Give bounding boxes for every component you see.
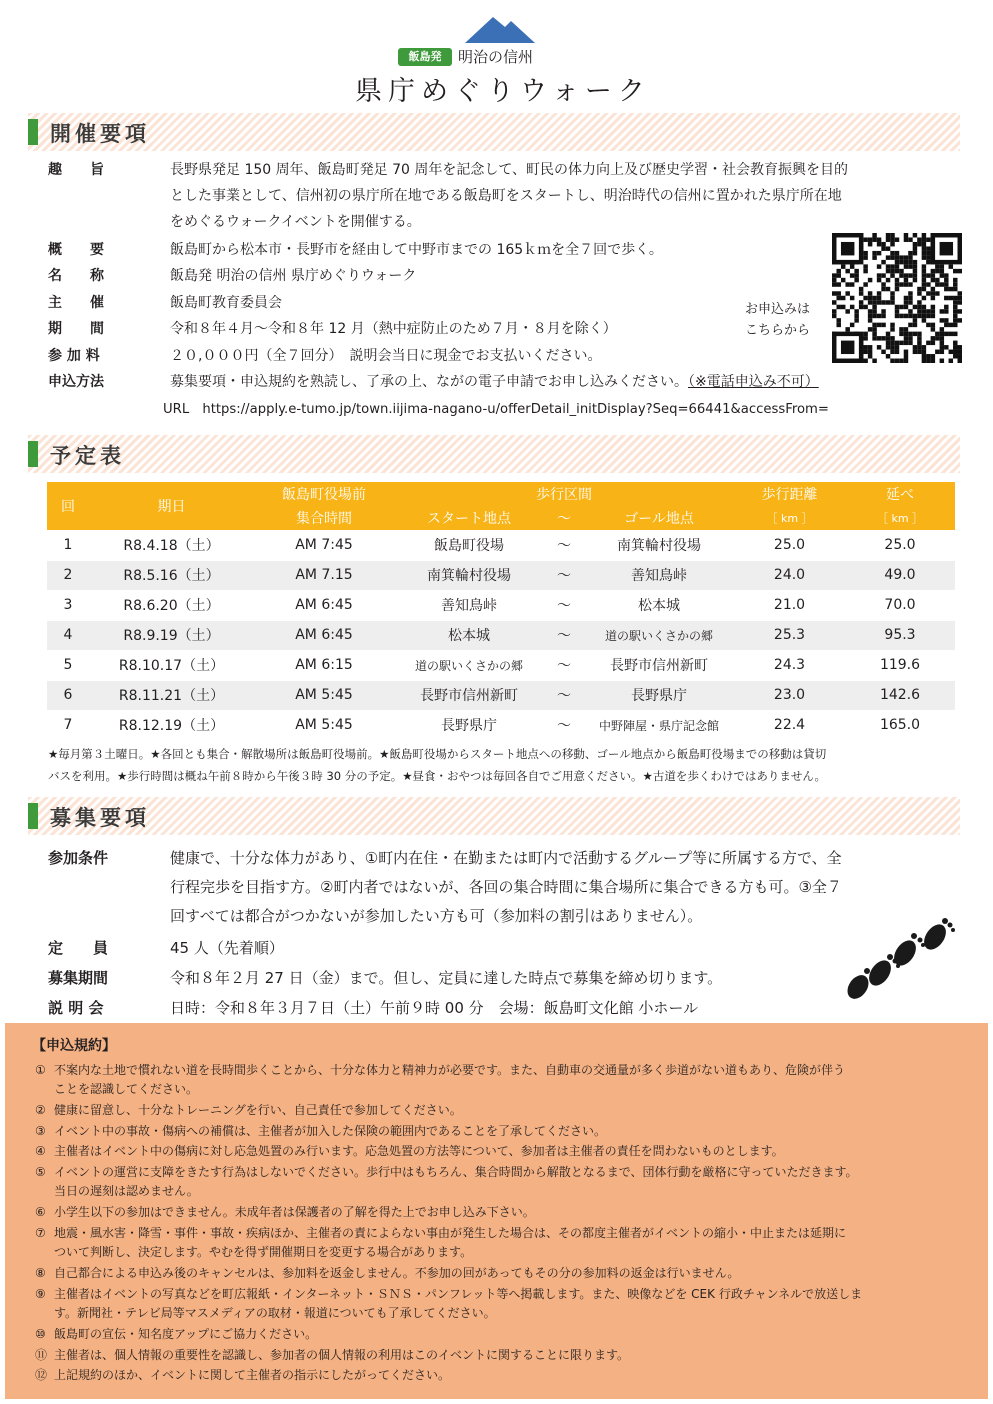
footprints-icon: [840, 915, 960, 1000]
cell-start: 南箕輪村役場: [394, 560, 544, 590]
cell-tilde: ～: [544, 590, 584, 620]
cell-distance: 24.0: [734, 560, 845, 590]
cell-total: 49.0: [845, 560, 955, 590]
cell-goal: 松本城: [584, 590, 734, 620]
purpose-label: 趣 旨: [48, 162, 104, 178]
terms-item-text: [54, 1346, 974, 1365]
terms-item-text: [54, 1325, 974, 1344]
col-distance: 歩行距離: [734, 482, 845, 506]
col-date: 期日: [89, 482, 254, 530]
purpose-line: をめぐるウォークイベントを開催する。: [170, 214, 421, 230]
cell-date: R8.6.20（土）: [89, 590, 254, 620]
cell-tilde: ～: [544, 530, 584, 560]
cell-tilde: ～: [544, 560, 584, 590]
cell-date: R8.12.19（土）: [89, 710, 254, 740]
cell-tilde: ～: [544, 650, 584, 680]
cell-tilde: ～: [544, 620, 584, 650]
col-tilde: ～: [544, 506, 584, 530]
cell-start: 飯島町役場: [394, 530, 544, 560]
apply-label: 申込方法: [48, 374, 104, 390]
period-label: 期 間: [48, 321, 104, 337]
purpose-line: とした事業として、信州初の県庁所在地である飯島町をスタートし、明治時代の信州に置かれた県庁所在地: [170, 188, 842, 204]
cell-date: R8.4.18（土）: [89, 530, 254, 560]
purpose-line: 長野県発足 150 周年、飯島町発足 70 周年を記念して、町民の体力向上及び歴史学習・社会教育振興を目的: [170, 162, 849, 178]
url-label: URL: [163, 402, 190, 417]
qr-caption-line: お申込みは: [745, 302, 811, 317]
cell-goal: 長野市信州新町: [584, 650, 734, 680]
cell-time: AM 6:15: [254, 650, 394, 680]
terms-item-number: ②: [35, 1103, 46, 1118]
cell-no: 2: [47, 560, 89, 590]
terms-item-text: [54, 1101, 974, 1120]
terms-item-number: ⑥: [35, 1205, 46, 1220]
page-title: 県庁めぐりウォーク: [355, 76, 651, 107]
cell-start: 道の駅いくさかの郷: [394, 650, 544, 680]
briefing-label: 説 明 会: [48, 999, 104, 1017]
terms-line: す。新聞社・テレビ局等マスメディアの取材・報道についても了承してください。: [54, 1305, 496, 1320]
terms-box: [5, 1023, 988, 1399]
host-text: 飯島町教育委員会: [170, 295, 282, 311]
section-title: 予定表: [50, 444, 125, 468]
capacity-label: 定 員: [48, 939, 109, 957]
col-total: 延べ: [845, 482, 955, 506]
col-goal: ゴール地点: [584, 506, 734, 530]
col-no: 回: [47, 482, 89, 530]
cell-total: 142.6: [845, 680, 955, 710]
terms-item-number: ③: [35, 1123, 46, 1138]
purpose-text: [170, 157, 960, 235]
period-text: 令和８年４月～令和８年 12 月（熱中症防止のため７月・８月を除く）: [170, 321, 617, 337]
col-section: 歩行区間: [394, 482, 734, 506]
cell-time: AM 5:45: [254, 710, 394, 740]
cell-no: 7: [47, 710, 89, 740]
terms-item-text: [54, 1285, 974, 1323]
cell-no: 4: [47, 620, 89, 650]
condition-line: 行程完歩を目指す方。②町内者ではないが、各回の集合時間に集合場所に集合できる方も可。③全７: [170, 878, 842, 896]
col-distance-unit: ［ km ］: [734, 506, 845, 530]
condition-line: 健康で、十分な体力があり、①町内在住・在勤または町内で活動するグループ等に所属する方で、全: [170, 849, 842, 867]
terms-item-number: ⑤: [35, 1164, 46, 1179]
cell-total: 95.3: [845, 620, 955, 650]
qr-code-icon[interactable]: [832, 233, 962, 363]
condition-label: 参加条件: [48, 849, 109, 867]
header-badge: 飯島発: [398, 48, 452, 66]
section-bar: [28, 803, 38, 829]
terms-line: 地震・風水害・降雪・事件・事故・疾病ほか、主催者の責によらない事由が発生した場合は、その都度主催者がイベントの縮小・中止または延期に: [54, 1225, 847, 1240]
apply-text: [170, 369, 960, 395]
capacity-text: 45 人（先着順）: [170, 939, 284, 957]
col-meet: 飯島町役場前: [254, 482, 394, 506]
terms-title: 【申込規約】: [32, 1038, 116, 1054]
terms-item-number: ⑧: [35, 1266, 46, 1281]
schedule-notes: [48, 743, 953, 787]
terms-item-text: [54, 1122, 974, 1141]
section-header-schedule: [28, 435, 960, 473]
table-row: [47, 590, 955, 620]
cell-goal: 南箕輪村役場: [584, 530, 734, 560]
cell-tilde: ～: [544, 680, 584, 710]
table-row: [47, 560, 955, 590]
cell-total: 70.0: [845, 590, 955, 620]
table-row: [47, 680, 955, 710]
terms-line: 主催者はイベント中の傷病に対し応急処置のみ行います。応急処置の方法等について、参加者は主催者の責任を問わないものとします。: [54, 1144, 784, 1159]
fee-label: 参 加 料: [48, 348, 100, 364]
section-bar: [28, 119, 38, 145]
application-url-link[interactable]: https://apply.e-tumo.jp/town.iijima-nagano-u/offerDetail_initDisplay?Seq=66441&accessFrom=: [202, 402, 829, 417]
cell-time: AM 6:45: [254, 590, 394, 620]
table-row: [47, 530, 955, 560]
terms-line: 主催者は、個人情報の重要性を認識し、参加者の個人情報の利用はこのイベントに関することに限ります。: [54, 1347, 630, 1362]
cell-goal: 善知鳥峠: [584, 560, 734, 590]
cell-time: AM 6:45: [254, 620, 394, 650]
cell-goal: 道の駅いくさかの郷: [584, 620, 734, 650]
cell-start: 長野市信州新町: [394, 680, 544, 710]
section-header-overview: [28, 113, 960, 151]
terms-item-number: ⑨: [35, 1286, 46, 1301]
terms-item-number: ⑫: [35, 1368, 48, 1383]
cell-total: 25.0: [845, 530, 955, 560]
terms-line: 健康に留意し、十分なトレーニングを行い、自己責任で参加してください。: [54, 1103, 462, 1118]
cell-date: R8.9.19（土）: [89, 620, 254, 650]
section-title: 開催要項: [50, 122, 150, 146]
schedule-note: ★毎月第３土曜日。★各回とも集合・解散場所は飯島町役場前。★飯島町役場からスタート地点への移動、ゴール地点から飯島町役場までの移動は貸切: [48, 747, 827, 761]
terms-item-number: ①: [35, 1063, 46, 1077]
url-line: [163, 397, 978, 423]
col-start: スタート地点: [394, 506, 544, 530]
cell-distance: 23.0: [734, 680, 845, 710]
terms-item-text: [54, 1203, 974, 1222]
table-header-row: [47, 482, 955, 506]
cell-date: R8.5.16（土）: [89, 560, 254, 590]
qr-caption: [745, 299, 810, 341]
cell-start: 松本城: [394, 620, 544, 650]
cell-start: 長野県庁: [394, 710, 544, 740]
cell-distance: 22.4: [734, 710, 845, 740]
terms-item-text: [54, 1264, 974, 1283]
cell-distance: 25.0: [734, 530, 845, 560]
cell-goal: 中野陣屋・県庁記念館: [584, 710, 734, 740]
cell-no: 5: [47, 650, 89, 680]
table-row: [47, 620, 955, 650]
cell-distance: 25.3: [734, 620, 845, 650]
summary-label: 概 要: [48, 242, 104, 258]
terms-line: ことを認識してください。: [54, 1082, 199, 1096]
cell-no: 3: [47, 590, 89, 620]
terms-line: 自己都合による申込み後のキャンセルは、参加料を返金しません。不参加の回があってもその分の参加料の返金は行いません。: [54, 1266, 740, 1281]
terms-line: 主催者はイベントの写真などを町広報紙・インターネット・ＳＮＳ・パンフレット等へ掲載します。また、映像などを CEK 行政チャンネルで放送しま: [54, 1286, 863, 1301]
terms-item-text: [54, 1163, 974, 1201]
mountain-logo-icon: [465, 15, 535, 43]
cell-total: 165.0: [845, 710, 955, 740]
terms-line: イベント中の事故・傷病への補償は、主催者が加入した保険の範囲内であることを了承してください。: [54, 1123, 607, 1138]
name-text: 飯島発 明治の信州 県庁めぐりウォーク: [170, 268, 417, 284]
terms-line: 小学生以下の参加はできません。未成年者は保護者の了解を得た上でお申し込み下さい。: [54, 1205, 535, 1220]
table-row: [47, 710, 955, 740]
cell-tilde: ～: [544, 710, 584, 740]
terms-item-text: [54, 1142, 974, 1161]
section-header-recruit: [28, 797, 960, 835]
apply-instructions: 募集要項・申込規約を熟読し、了承の上、ながの電子申請でお申し込みください。: [170, 374, 688, 390]
briefing-text: 日時：令和８年３月７日（土）午前９時 00 分 会場：飯島町文化館 小ホール: [170, 999, 699, 1017]
cell-goal: 長野県庁: [584, 680, 734, 710]
col-total-unit: ［ km ］: [845, 506, 955, 530]
terms-item-number: ④: [35, 1144, 46, 1159]
schedule-note: バスを利用。★歩行時間は概ね午前８時から午後３時 30 分の予定。★昼食・おやつは毎回各自でご用意ください。★古道を歩くわけではありません。: [48, 769, 827, 783]
terms-line: 飯島町の宣伝・知名度アップにご協力ください。: [54, 1327, 318, 1342]
terms-item-text: [54, 1224, 974, 1262]
recruit-period-label: 募集期間: [48, 969, 109, 987]
terms-line: ついて判断し、決定します。やむを得ず開催期日を変更する場合があります。: [54, 1244, 473, 1259]
cell-no: 1: [47, 530, 89, 560]
section-bar: [28, 441, 38, 467]
schedule-table: [47, 482, 955, 741]
terms-item-text: [54, 1366, 974, 1385]
cell-time: AM 7:45: [254, 530, 394, 560]
cell-date: R8.10.17（土）: [89, 650, 254, 680]
terms-line: 当日の遅刻は認めません。: [54, 1183, 199, 1198]
qr-caption-line: こちらから: [745, 323, 811, 338]
cell-start: 善知鳥峠: [394, 590, 544, 620]
cell-distance: 21.0: [734, 590, 845, 620]
cell-total: 119.6: [845, 650, 955, 680]
terms-line: イベントの運営に支障をきたす行為はしないでください。歩行中はもちろん、集合時間から解散となるまで、団体行動を厳格に守っていただきます。: [54, 1164, 858, 1179]
terms-item-number: ⑩: [35, 1327, 46, 1342]
apply-note: （※電話申込み不可）: [688, 374, 819, 390]
summary-text: 飯島町から松本市・長野市を経由して中野市までの 165ｋｍを全７回で歩く。: [170, 242, 663, 258]
cell-distance: 24.3: [734, 650, 845, 680]
section-title: 募集要項: [50, 806, 150, 830]
terms-line: 上記規約のほか、イベントに関して主催者の指示にしたがってください。: [54, 1368, 451, 1383]
cell-no: 6: [47, 680, 89, 710]
table-row: [47, 650, 955, 680]
recruit-period-text: 令和８年２月 27 日（金）まで。但し、定員に達した時点で募集を締め切ります。: [170, 969, 723, 987]
cell-time: AM 7.15: [254, 560, 394, 590]
col-meet-sub: 集合時間: [254, 506, 394, 530]
terms-item-number: ⑪: [35, 1347, 48, 1362]
host-label: 主 催: [48, 295, 104, 311]
header-subtitle: 明治の信州: [458, 48, 534, 66]
terms-line: 不案内な土地で慣れない道を長時間歩くことから、十分な体力と精神力が必要です。また、自動車の交通量が多く歩道がない道もあり、危険が伴う: [54, 1063, 846, 1077]
terms-item-text: [54, 1061, 974, 1099]
fee-text: ２０,０００円（全７回分） 説明会当日に現金でお支払いください。: [170, 348, 602, 364]
cell-time: AM 5:45: [254, 680, 394, 710]
terms-item-number: ⑦: [35, 1225, 46, 1240]
condition-line: 回すべては都合がつかないが参加したい方も可（参加料の割引はありません）。: [170, 907, 703, 925]
name-label: 名 称: [48, 268, 104, 284]
cell-date: R8.11.21（土）: [89, 680, 254, 710]
